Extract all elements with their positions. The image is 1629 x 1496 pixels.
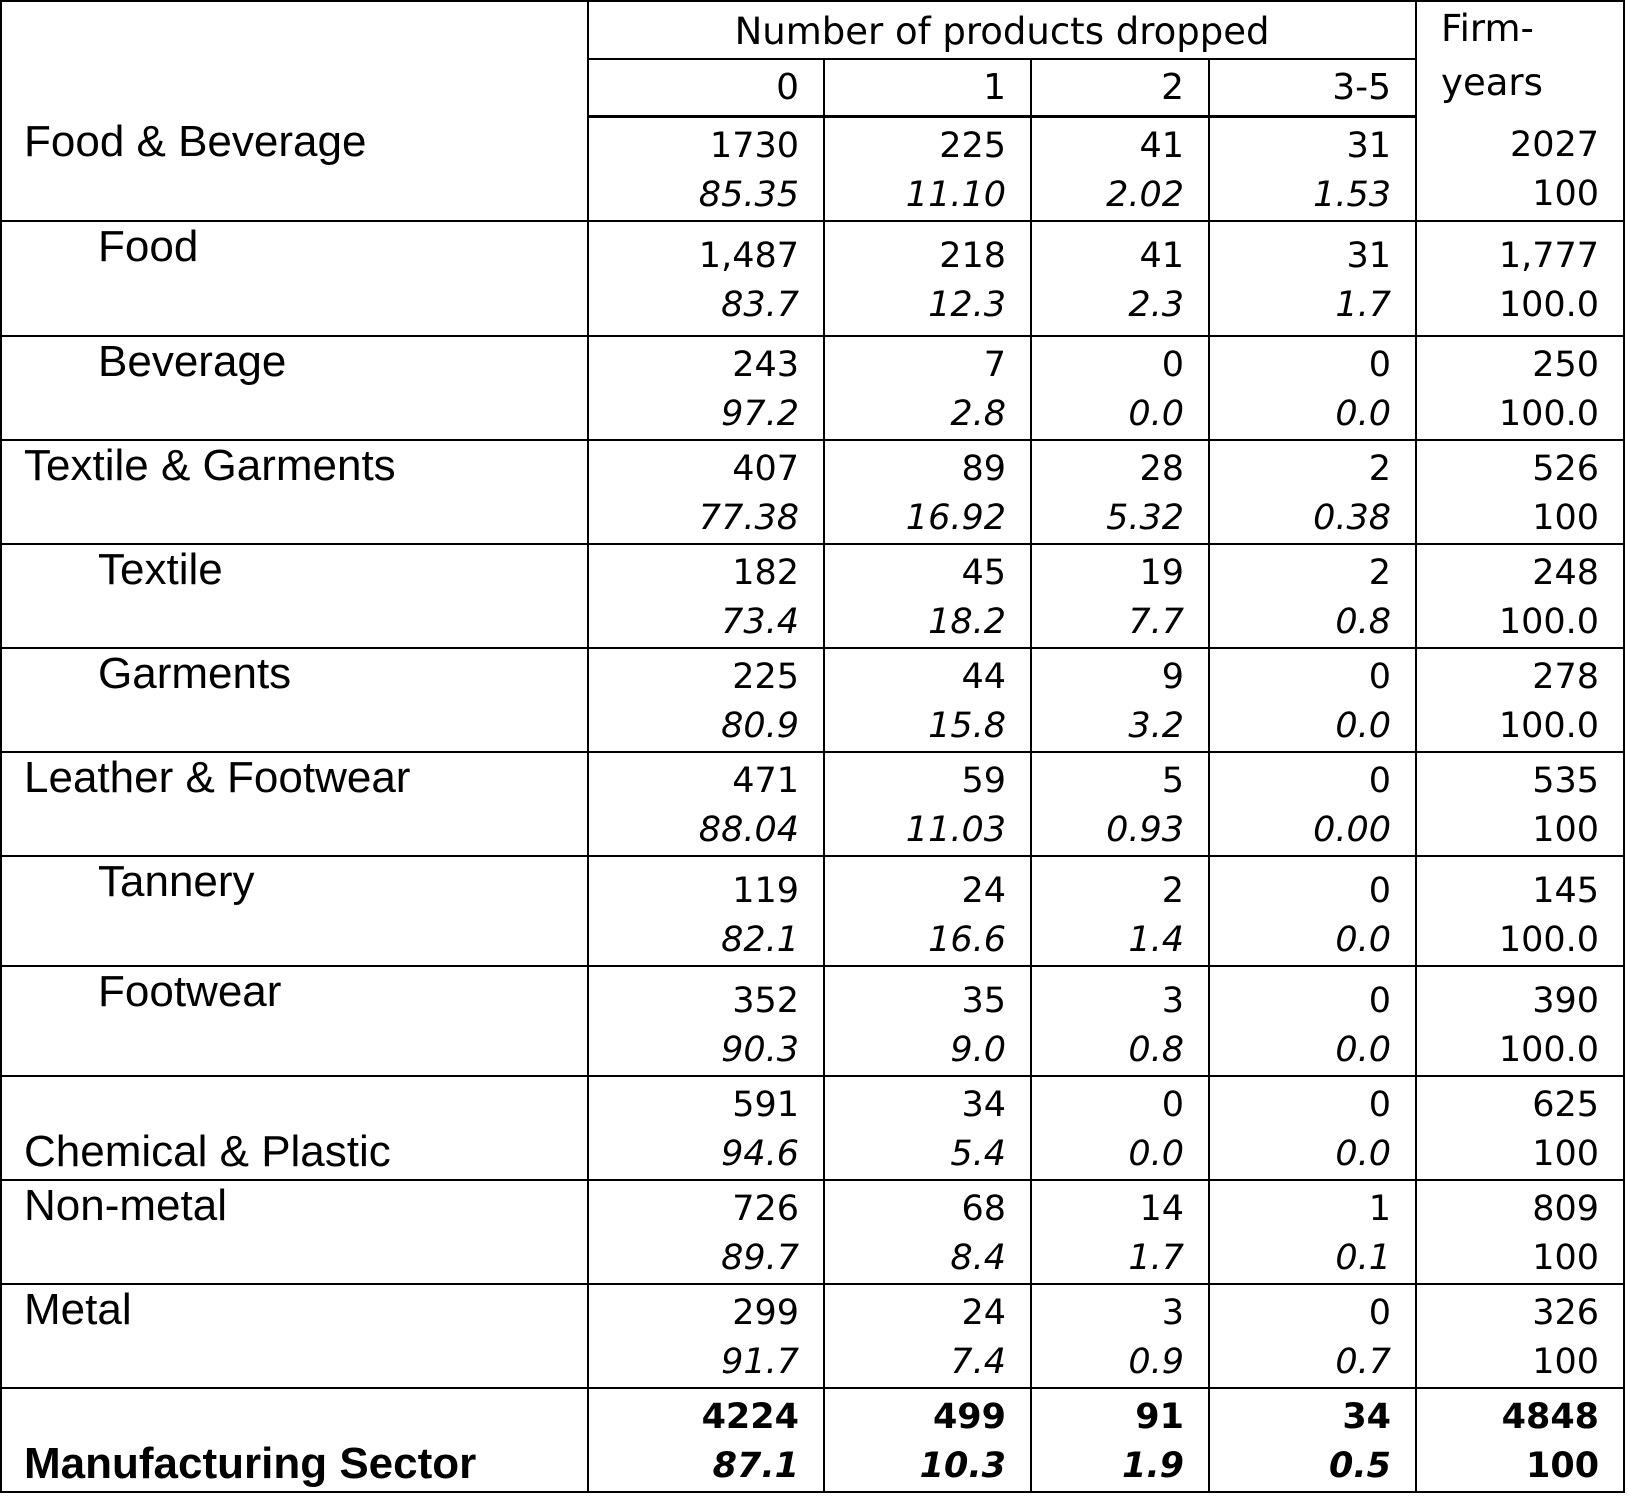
count-value: 59 — [961, 761, 1006, 801]
cell-firm-years — [1416, 1284, 1624, 1388]
cell-col-3-5 — [1209, 440, 1416, 544]
cell-col-2 — [1031, 1076, 1209, 1180]
cell-col-2 — [1031, 544, 1209, 648]
percent-value: 100.0 — [1498, 1030, 1600, 1070]
count-value: 4224 — [701, 1397, 799, 1437]
count-value: 4848 — [1501, 1397, 1600, 1437]
percent-value: 15.8 — [928, 706, 1006, 746]
table-row — [1, 117, 1624, 222]
percent-value: 2.8 — [950, 394, 1006, 434]
count-value: 19 — [1139, 553, 1184, 593]
cell-col-1 — [824, 1284, 1031, 1388]
cell-col-1 — [824, 856, 1031, 966]
cell-col-2 — [1031, 1284, 1209, 1388]
cell-col-2 — [1031, 117, 1209, 222]
cell-firm-years — [1416, 1388, 1624, 1492]
cell-col-1 — [824, 336, 1031, 440]
count-value: 326 — [1532, 1293, 1600, 1333]
cell-col-3-5 — [1209, 752, 1416, 856]
count-value: 14 — [1139, 1189, 1184, 1229]
count-value: 91 — [1135, 1397, 1184, 1437]
percent-value: 100 — [1532, 173, 1600, 214]
count-value: 34 — [961, 1085, 1006, 1125]
cell-col-0 — [588, 440, 824, 544]
percent-value: 100.0 — [1498, 706, 1600, 746]
row-label: Food & Beverage — [1, 117, 588, 222]
cell-col-0 — [588, 117, 824, 222]
count-value: 0 — [1161, 1085, 1184, 1125]
header-row-1 — [1, 1, 1624, 59]
percent-value: 8.4 — [950, 1238, 1006, 1278]
cell-col-2 — [1031, 1388, 1209, 1492]
percent-value: 0.0 — [1335, 706, 1392, 746]
count-value: 2 — [1161, 871, 1184, 911]
percent-value: 1.7 — [1335, 285, 1392, 325]
cell-col-2 — [1031, 856, 1209, 966]
cell-firm-years — [1416, 752, 1624, 856]
percent-value: 91.7 — [721, 1342, 799, 1382]
count-value: 0 — [1368, 1293, 1392, 1333]
cell-col-0 — [588, 752, 824, 856]
cell-col-3-5 — [1209, 1180, 1416, 1284]
count-value: 145 — [1532, 871, 1600, 911]
count-value: 0 — [1368, 761, 1392, 801]
cell-col-3-5 — [1209, 1284, 1416, 1388]
cell-col-2 — [1031, 648, 1209, 752]
row-label: Food — [1, 221, 588, 336]
percent-value: 16.92 — [905, 498, 1006, 538]
count-value: 0 — [1368, 345, 1392, 385]
table-row — [1, 966, 1624, 1076]
cell-col-0 — [588, 856, 824, 966]
table-row — [1, 648, 1624, 752]
percent-value: 100.0 — [1498, 285, 1600, 325]
cell-col-1 — [824, 752, 1031, 856]
percent-value: 0.38 — [1313, 498, 1392, 538]
row-label: Non-metal — [1, 1180, 588, 1284]
count-value: 2 — [1368, 449, 1392, 489]
percent-value: 11.10 — [905, 175, 1006, 215]
percent-value: 85.35 — [698, 175, 799, 215]
percent-value: 0.93 — [1106, 810, 1184, 850]
table-row — [1, 1180, 1624, 1284]
cell-firm-years — [1416, 966, 1624, 1076]
row-label: Leather & Footwear — [1, 752, 588, 856]
percent-value: 7.4 — [950, 1342, 1006, 1382]
count-value: 299 — [732, 1293, 799, 1333]
count-value: 182 — [732, 553, 799, 593]
count-value: 0 — [1368, 657, 1392, 697]
cell-col-2 — [1031, 1180, 1209, 1284]
cell-col-3-5 — [1209, 966, 1416, 1076]
percent-value: 1.4 — [1128, 920, 1184, 960]
percent-value: 83.7 — [721, 285, 799, 325]
percent-value: 1.7 — [1128, 1238, 1184, 1278]
percent-value: 11.03 — [905, 810, 1006, 850]
count-value: 24 — [961, 1293, 1006, 1333]
percent-value: 5.4 — [950, 1134, 1006, 1174]
cell-col-1 — [824, 221, 1031, 336]
percent-value: 100.0 — [1498, 920, 1600, 960]
count-value: 218 — [939, 236, 1006, 276]
cell-col-1 — [824, 648, 1031, 752]
percent-value: 100 — [1532, 1342, 1600, 1382]
count-value: 31 — [1346, 126, 1392, 166]
table-row — [1, 1076, 1624, 1180]
percent-value: 100.0 — [1498, 394, 1600, 434]
header-col-2: 2 — [1031, 59, 1209, 117]
count-value: 44 — [961, 657, 1006, 697]
cell-col-3-5 — [1209, 1076, 1416, 1180]
percent-value: 100 — [1532, 1134, 1600, 1174]
cell-col-2 — [1031, 966, 1209, 1076]
count-value: 0 — [1368, 1085, 1392, 1125]
cell-col-0 — [588, 221, 824, 336]
cell-col-3-5 — [1209, 117, 1416, 222]
percent-value: 0.8 — [1128, 1030, 1184, 1070]
percent-value: 0.5 — [1329, 1446, 1392, 1486]
table-row — [1, 221, 1624, 336]
percent-value: 0.7 — [1335, 1342, 1392, 1382]
percent-value: 88.04 — [698, 810, 799, 850]
header-corner-cell — [1, 1, 588, 117]
cell-col-3-5 — [1209, 1388, 1416, 1492]
count-value: 1,777 — [1498, 236, 1600, 276]
table-row — [1, 1284, 1624, 1388]
count-value: 89 — [961, 449, 1006, 489]
count-value: 5 — [1161, 761, 1184, 801]
cell-col-3-5 — [1209, 648, 1416, 752]
cell-firm-years — [1416, 117, 1624, 222]
count-value: 35 — [961, 981, 1006, 1021]
percent-value: 0.9 — [1128, 1342, 1184, 1382]
count-value: 526 — [1532, 449, 1600, 489]
count-value: 45 — [961, 553, 1006, 593]
count-value: 1,487 — [698, 236, 799, 276]
cell-firm-years — [1416, 1076, 1624, 1180]
cell-col-1 — [824, 1076, 1031, 1180]
count-value: 3 — [1161, 981, 1184, 1021]
percent-value: 2.02 — [1106, 175, 1184, 215]
percent-value: 89.7 — [721, 1238, 799, 1278]
row-label: Textile — [1, 544, 588, 648]
table-row — [1, 856, 1624, 966]
percent-value: 0.0 — [1335, 920, 1392, 960]
count-value: 243 — [732, 345, 799, 385]
cell-firm-years — [1416, 1180, 1624, 1284]
count-value: 407 — [732, 449, 799, 489]
count-value: 535 — [1532, 761, 1600, 801]
cell-col-0 — [588, 1388, 824, 1492]
cell-col-0 — [588, 1076, 824, 1180]
percent-value: 0.0 — [1128, 394, 1184, 434]
count-value: 248 — [1532, 553, 1600, 593]
count-value: 2027 — [1509, 124, 1600, 165]
percent-value: 3.2 — [1128, 706, 1184, 746]
cell-firm-years — [1416, 440, 1624, 544]
header-group-label: Number of products dropped — [588, 1, 1416, 59]
count-value: 3 — [1161, 1293, 1184, 1333]
cell-firm-years — [1416, 856, 1624, 966]
percent-value: 18.2 — [928, 602, 1006, 642]
percent-value: 73.4 — [721, 602, 799, 642]
row-label: Manufacturing Sector — [1, 1388, 588, 1492]
percent-value: 1.9 — [1121, 1446, 1184, 1486]
percent-value: 0.1 — [1335, 1238, 1392, 1278]
cell-col-1 — [824, 1388, 1031, 1492]
percent-value: 10.3 — [919, 1446, 1006, 1486]
count-value: 41 — [1139, 236, 1184, 276]
row-label: Textile & Garments — [1, 440, 588, 544]
cell-col-2 — [1031, 752, 1209, 856]
cell-col-1 — [824, 117, 1031, 222]
percent-value: 12.3 — [928, 285, 1006, 325]
percent-value: 0.0 — [1128, 1134, 1184, 1174]
percent-value: 100 — [1525, 1446, 1600, 1486]
percent-value: 0.0 — [1335, 1134, 1392, 1174]
percent-value: 100 — [1532, 498, 1600, 538]
count-value: 28 — [1139, 449, 1184, 489]
count-value: 809 — [1532, 1189, 1600, 1229]
percent-value: 0.0 — [1335, 1030, 1392, 1070]
cell-col-3-5 — [1209, 221, 1416, 336]
percent-value: 87.1 — [712, 1446, 799, 1486]
count-value: 68 — [961, 1189, 1006, 1229]
percent-value: 100 — [1532, 810, 1600, 850]
table-row-total — [1, 1388, 1624, 1492]
header-firm-years — [1416, 1, 1624, 117]
count-value: 471 — [732, 761, 799, 801]
count-value: 726 — [732, 1189, 799, 1229]
row-label: Beverage — [1, 336, 588, 440]
header-firm-years-line2: years — [1441, 61, 1543, 104]
cell-col-3-5 — [1209, 856, 1416, 966]
count-value: 1 — [1368, 1189, 1392, 1229]
percent-value: 7.7 — [1128, 602, 1184, 642]
count-value: 591 — [732, 1085, 799, 1125]
count-value: 0 — [1368, 981, 1392, 1021]
percent-value: 77.38 — [698, 498, 799, 538]
percent-value: 94.6 — [721, 1134, 799, 1174]
table-row — [1, 544, 1624, 648]
count-value: 352 — [732, 981, 799, 1021]
count-value: 625 — [1532, 1085, 1600, 1125]
percent-value: 97.2 — [721, 394, 799, 434]
cell-col-1 — [824, 1180, 1031, 1284]
percent-value: 100.0 — [1498, 602, 1600, 642]
count-value: 119 — [732, 871, 799, 911]
count-value: 2 — [1368, 553, 1392, 593]
percent-value: 9.0 — [950, 1030, 1006, 1070]
percent-value: 82.1 — [721, 920, 799, 960]
cell-firm-years — [1416, 648, 1624, 752]
cell-firm-years — [1416, 336, 1624, 440]
row-label: Garments — [1, 648, 588, 752]
header-col-1: 1 — [824, 59, 1031, 117]
cell-col-1 — [824, 440, 1031, 544]
count-value: 250 — [1532, 345, 1600, 385]
count-value: 0 — [1368, 871, 1392, 911]
percent-value: 1.53 — [1313, 175, 1392, 215]
count-value: 34 — [1342, 1397, 1392, 1437]
count-value: 24 — [961, 871, 1006, 911]
cell-col-0 — [588, 1284, 824, 1388]
percent-value: 0.00 — [1313, 810, 1392, 850]
row-label: Tannery — [1, 856, 588, 966]
row-label: Metal — [1, 1284, 588, 1388]
cell-col-2 — [1031, 336, 1209, 440]
header-col-0: 0 — [588, 59, 824, 117]
header-firm-years-line1: Firm- — [1441, 7, 1534, 50]
percent-value: 2.3 — [1128, 285, 1184, 325]
cell-col-2 — [1031, 221, 1209, 336]
percent-value: 5.32 — [1106, 498, 1184, 538]
count-value: 41 — [1139, 126, 1184, 166]
count-value: 390 — [1532, 981, 1600, 1021]
cell-col-0 — [588, 966, 824, 1076]
count-value: 0 — [1161, 345, 1184, 385]
percent-value: 0.0 — [1335, 394, 1392, 434]
count-value: 1730 — [709, 126, 799, 166]
count-value: 225 — [939, 126, 1006, 166]
cell-col-0 — [588, 1180, 824, 1284]
percent-value: 16.6 — [928, 920, 1006, 960]
percent-value: 0.8 — [1335, 602, 1392, 642]
table-row — [1, 752, 1624, 856]
cell-col-0 — [588, 648, 824, 752]
cell-col-0 — [588, 336, 824, 440]
header-col-3-5: 3-5 — [1209, 59, 1416, 117]
table-row — [1, 440, 1624, 544]
cell-col-1 — [824, 966, 1031, 1076]
count-value: 278 — [1532, 657, 1600, 697]
count-value: 9 — [1161, 657, 1184, 697]
row-label: Footwear — [1, 966, 588, 1076]
cell-firm-years — [1416, 544, 1624, 648]
count-value: 31 — [1346, 236, 1392, 276]
cell-col-2 — [1031, 440, 1209, 544]
row-label: Chemical & Plastic — [1, 1076, 588, 1180]
percent-value: 100 — [1532, 1238, 1600, 1278]
cell-col-3-5 — [1209, 544, 1416, 648]
cell-col-3-5 — [1209, 336, 1416, 440]
percent-value: 80.9 — [721, 706, 799, 746]
count-value: 499 — [932, 1397, 1006, 1437]
percent-value: 90.3 — [721, 1030, 799, 1070]
cell-col-0 — [588, 544, 824, 648]
cell-col-1 — [824, 544, 1031, 648]
count-value: 7 — [983, 345, 1006, 385]
cell-firm-years — [1416, 221, 1624, 336]
table-row — [1, 336, 1624, 440]
count-value: 225 — [732, 657, 799, 697]
